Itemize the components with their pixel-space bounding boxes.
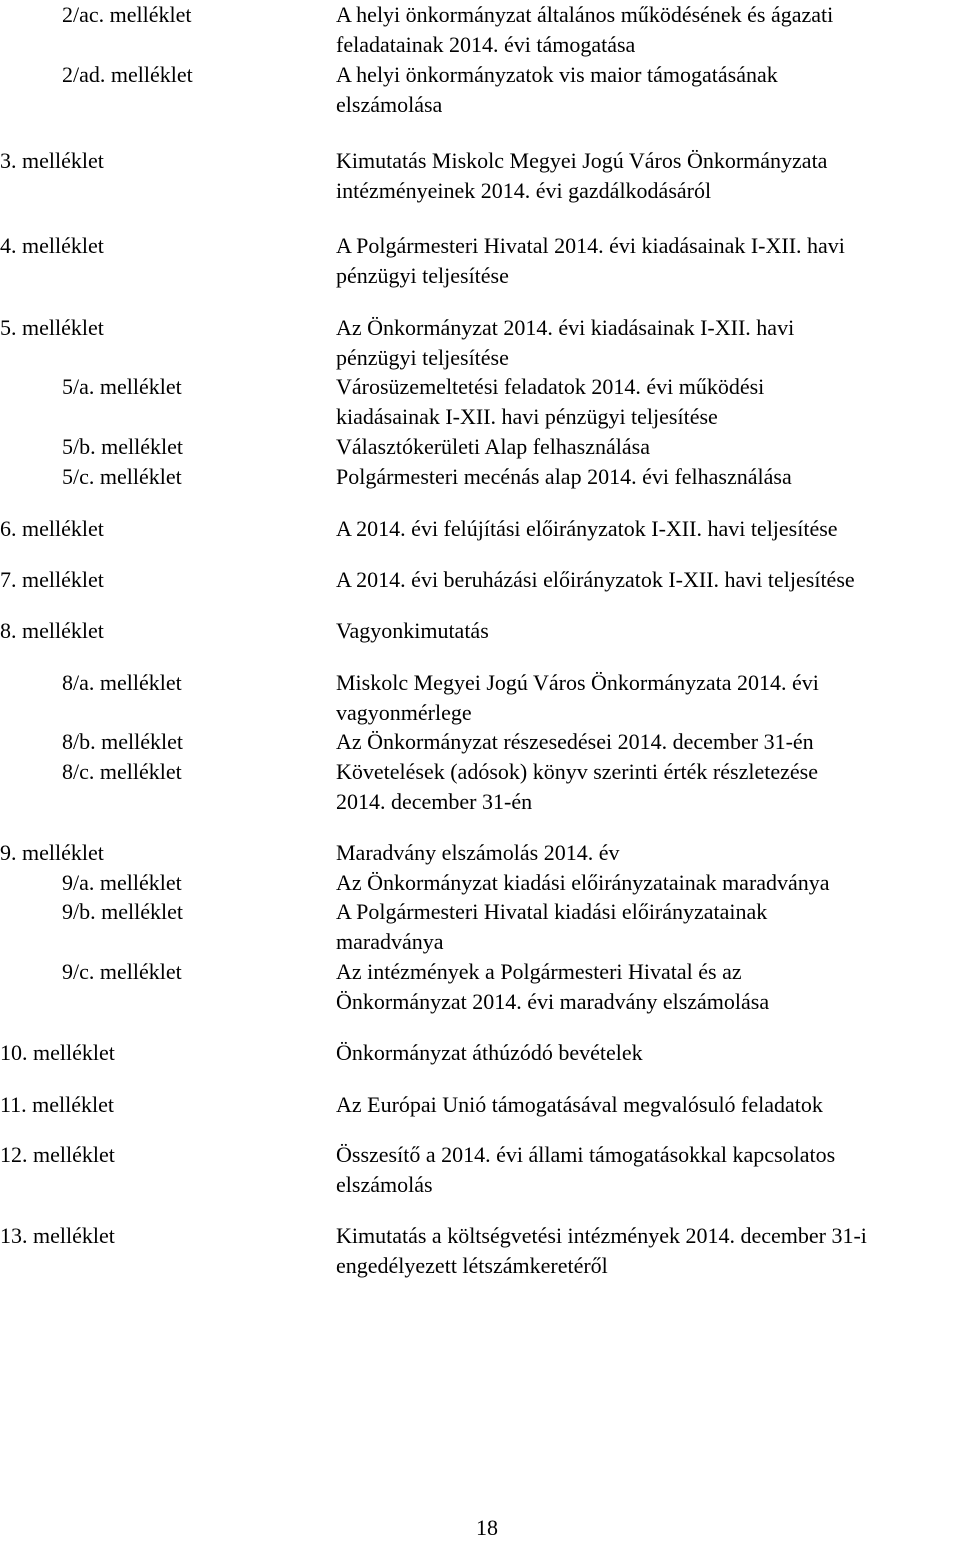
annex-number: 8/a. melléklet: [62, 670, 182, 695]
annex-title: Az Önkormányzat kiadási előirányzatainak maradványa: [336, 870, 830, 895]
annex-title: A helyi önkormányzat általános működésének és ágazati: [336, 2, 834, 27]
annex-number: 12. melléklet: [0, 1142, 115, 1167]
annex-number: 5/b. melléklet: [62, 434, 183, 459]
annex-title: engedélyezett létszámkeretéről: [336, 1253, 608, 1278]
annex-number: 8/b. melléklet: [62, 729, 183, 754]
annex-title: kiadásainak I-XII. havi pénzügyi teljesítése: [336, 404, 718, 429]
annex-title: Önkormányzat áthúzódó bevételek: [336, 1040, 643, 1065]
annex-title: Vagyonkimutatás: [336, 618, 489, 643]
annex-title: Kimutatás a költségvetési intézmények 2014. december 31-i: [336, 1223, 867, 1248]
annex-title: Választókerületi Alap felhasználása: [336, 434, 650, 459]
annex-number: 11. melléklet: [0, 1092, 115, 1117]
annex-title: elszámolás: [336, 1172, 433, 1197]
annex-number: 2/ac. melléklet: [62, 2, 192, 27]
annex-number: 13. melléklet: [0, 1223, 115, 1248]
annex-number: 5. melléklet: [0, 315, 104, 340]
annex-title: Követelések (adósok) könyv szerinti érték részletezése: [336, 759, 818, 784]
annex-title: 2014. december 31-én: [336, 789, 533, 814]
annex-title: vagyonmérlege: [336, 700, 472, 725]
annex-title: A Polgármesteri Hivatal 2014. évi kiadásainak I-XII. havi: [336, 233, 845, 258]
annex-number: 5/c. melléklet: [62, 464, 182, 489]
annex-title: feladatainak 2014. évi támogatása: [336, 32, 636, 57]
annex-title: A 2014. évi felújítási előirányzatok I-XII. havi teljesítése: [336, 516, 838, 541]
annex-title: A Polgármesteri Hivatal kiadási előirányzatainak: [336, 899, 768, 924]
page-number: 18: [476, 1515, 498, 1540]
annex-title: pénzügyi teljesítése: [336, 345, 509, 370]
annex-title: Az Európai Unió támogatásával megvalósuló feladatok: [336, 1092, 823, 1117]
annex-number: 7. melléklet: [0, 567, 104, 592]
annex-number: 9/a. melléklet: [62, 870, 182, 895]
annex-title: elszámolása: [336, 92, 443, 117]
annex-title: Városüzemeltetési feladatok 2014. évi működési: [336, 374, 765, 399]
annex-title: Az Önkormányzat részesedései 2014. december 31-én: [336, 729, 814, 754]
annex-title: A helyi önkormányzatok vis maior támogatásának: [336, 62, 778, 87]
annex-title: A 2014. évi beruházási előirányzatok I-XII. havi teljesítése: [336, 567, 855, 592]
annex-number: 6. melléklet: [0, 516, 104, 541]
annex-number: 9/c. melléklet: [62, 959, 182, 984]
annex-title: Önkormányzat 2014. évi maradvány elszámolása: [336, 989, 770, 1014]
annex-title: Kimutatás Miskolc Megyei Jogú Város Önkormányzata: [336, 148, 828, 173]
annex-number: 8. melléklet: [0, 618, 104, 643]
annex-title: Miskolc Megyei Jogú Város Önkormányzata 2014. évi: [336, 670, 819, 695]
annex-number: 8/c. melléklet: [62, 759, 182, 784]
annex-number: 2/ad. melléklet: [62, 62, 193, 87]
annex-title: Maradvány elszámolás 2014. év: [336, 840, 620, 865]
annex-number: 4. melléklet: [0, 233, 104, 258]
annex-number: 3. melléklet: [0, 148, 104, 173]
annex-number: 10. melléklet: [0, 1040, 115, 1065]
annex-title: intézményeinek 2014. évi gazdálkodásáról: [336, 178, 712, 203]
annex-title: maradványa: [336, 929, 444, 954]
annex-number: 9/b. melléklet: [62, 899, 183, 924]
annex-title: pénzügyi teljesítése: [336, 263, 509, 288]
annex-title: Polgármesteri mecénás alap 2014. évi felhasználása: [336, 464, 792, 489]
annex-title: Az Önkormányzat 2014. évi kiadásainak I-XII. havi: [336, 315, 795, 340]
annex-title: Az intézmények a Polgármesteri Hivatal és az: [336, 959, 742, 984]
annex-number: 5/a. melléklet: [62, 374, 182, 399]
annex-title: Összesítő a 2014. évi állami támogatásokkal kapcsolatos: [336, 1142, 836, 1167]
annex-number: 9. melléklet: [0, 840, 104, 865]
